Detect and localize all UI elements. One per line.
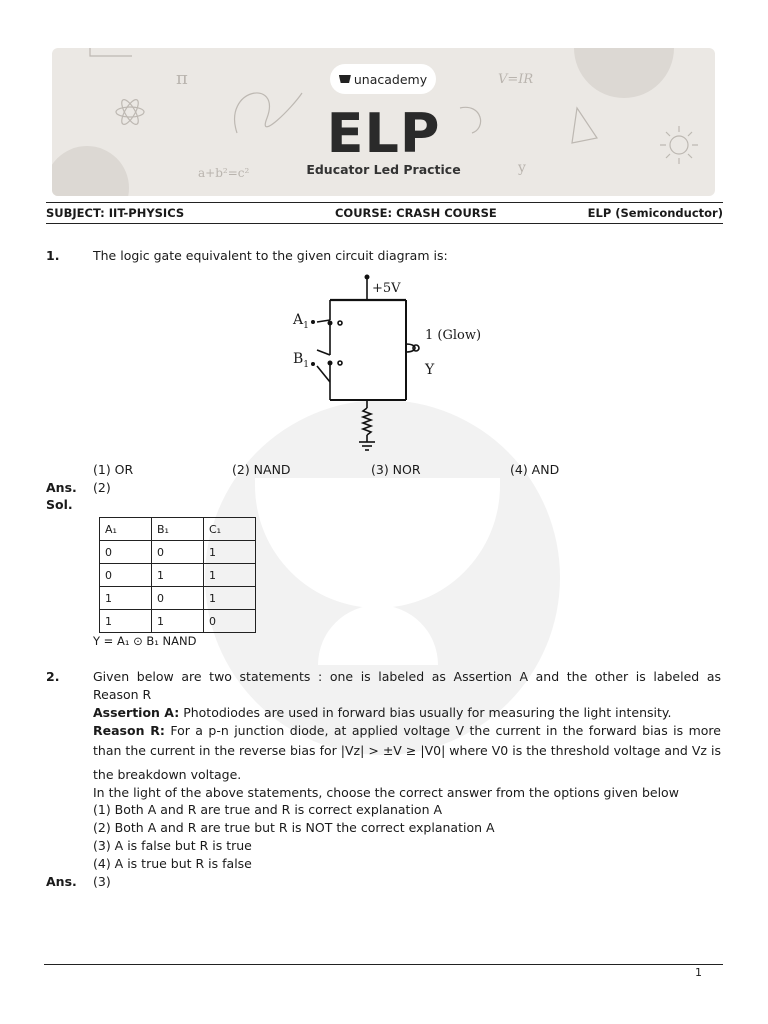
q2-option-2: (2) Both A and R are true but R is NOT the correct explanation A <box>93 820 495 835</box>
table-header: B₁ <box>152 518 204 541</box>
table-cell: 1 <box>152 564 204 587</box>
table-cell: 0 <box>100 564 152 587</box>
circuit-input-a: $A_1$ <box>293 312 309 331</box>
q1-sol-label: Sol. <box>46 497 73 512</box>
table-cell: 1 <box>204 564 256 587</box>
course-label: COURSE: CRASH COURSE <box>334 206 497 220</box>
table-cell: 1 <box>204 541 256 564</box>
table-header: A₁ <box>100 518 152 541</box>
q2-reason-line-3: the breakdown voltage. <box>93 767 242 782</box>
footer-divider <box>44 964 723 965</box>
q2-number: 2. <box>46 669 60 684</box>
table-header-row <box>100 518 256 541</box>
q2-assertion: Assertion A: Photodiodes are used in forward bias usually for measuring the light intensity. <box>93 705 672 720</box>
q1-number: 1. <box>46 248 60 263</box>
q1-answer: (2) <box>93 480 111 495</box>
q1-option-3: (3) NOR <box>371 462 421 477</box>
table-row <box>100 541 256 564</box>
table-cell: 1 <box>100 610 152 633</box>
table-cell: 1 <box>100 587 152 610</box>
doodle-y: y <box>518 160 526 176</box>
banner-title: ELP <box>326 102 441 165</box>
doodle-pi: π <box>176 68 188 89</box>
table-row <box>100 587 256 610</box>
brand-logo <box>330 64 436 94</box>
circuit-diagram <box>285 270 505 460</box>
q2-answer: (3) <box>93 874 111 889</box>
q1-option-2: (2) NAND <box>232 462 291 477</box>
info-bar <box>46 202 723 224</box>
table-cell: 0 <box>152 587 204 610</box>
circuit-supply-label: +5V <box>372 281 401 296</box>
q1-ans-label: Ans. <box>46 480 77 495</box>
circuit-output-label: Y <box>425 362 435 378</box>
q1-option-4: (4) AND <box>510 462 560 477</box>
table-row <box>100 610 256 633</box>
table-row <box>100 564 256 587</box>
circuit-input-b: $B_1$ <box>293 351 310 370</box>
brand-name: unacademy <box>353 71 428 87</box>
header-banner <box>52 48 715 196</box>
q2-ans-label: Ans. <box>46 874 77 889</box>
q2-intro-line-1: Given below are two statements : one is labeled as Assertion A and the other is labeled as <box>93 669 721 684</box>
subject-label: SUBJECT: IIT-PHYSICS <box>46 206 185 220</box>
table-cell: 0 <box>100 541 152 564</box>
circuit-lamp-label: 1 (Glow) <box>425 328 482 343</box>
table-cell: 1 <box>204 587 256 610</box>
table-cell: 0 <box>204 610 256 633</box>
q2-option-1: (1) Both A and R are true and R is correct explanation A <box>93 802 443 817</box>
q2-intro-line-2: Reason R <box>93 687 152 702</box>
table-cell: 0 <box>152 541 204 564</box>
q2-option-4: (4) A is true but R is false <box>93 856 252 871</box>
q2-prompt: In the light of the above statements, choose the correct answer from the options given below <box>93 785 679 800</box>
table-header: C₁ <box>204 518 256 541</box>
q1-solution-line: Y = A₁ ⊙ B₁ NAND <box>93 634 197 648</box>
graduation-cap-icon <box>339 75 351 83</box>
banner-subtitle: Educator Led Practice <box>306 162 461 177</box>
q2-reason-line-2: than the current in the reverse bias for |Vz| > ±V ≥ |V0| where V0 is the threshold voltage and Vz is <box>93 743 721 758</box>
topic-label: ELP (Semiconductor) <box>587 206 723 220</box>
q1-option-1: (1) OR <box>93 462 134 477</box>
truth-table <box>99 517 256 633</box>
q2-option-3: (3) A is false but R is true <box>93 838 252 853</box>
doodle-ohm: V=IR <box>498 72 534 87</box>
q2-reason-line-1: Reason R: For a p-n junction diode, at applied voltage V the current in the forward bias is more <box>93 723 721 738</box>
page-number: 1 <box>695 966 702 979</box>
table-cell: 1 <box>152 610 204 633</box>
doodle-pythagoras: a+b²=c² <box>198 166 250 180</box>
q1-text: The logic gate equivalent to the given circuit diagram is: <box>93 248 448 263</box>
